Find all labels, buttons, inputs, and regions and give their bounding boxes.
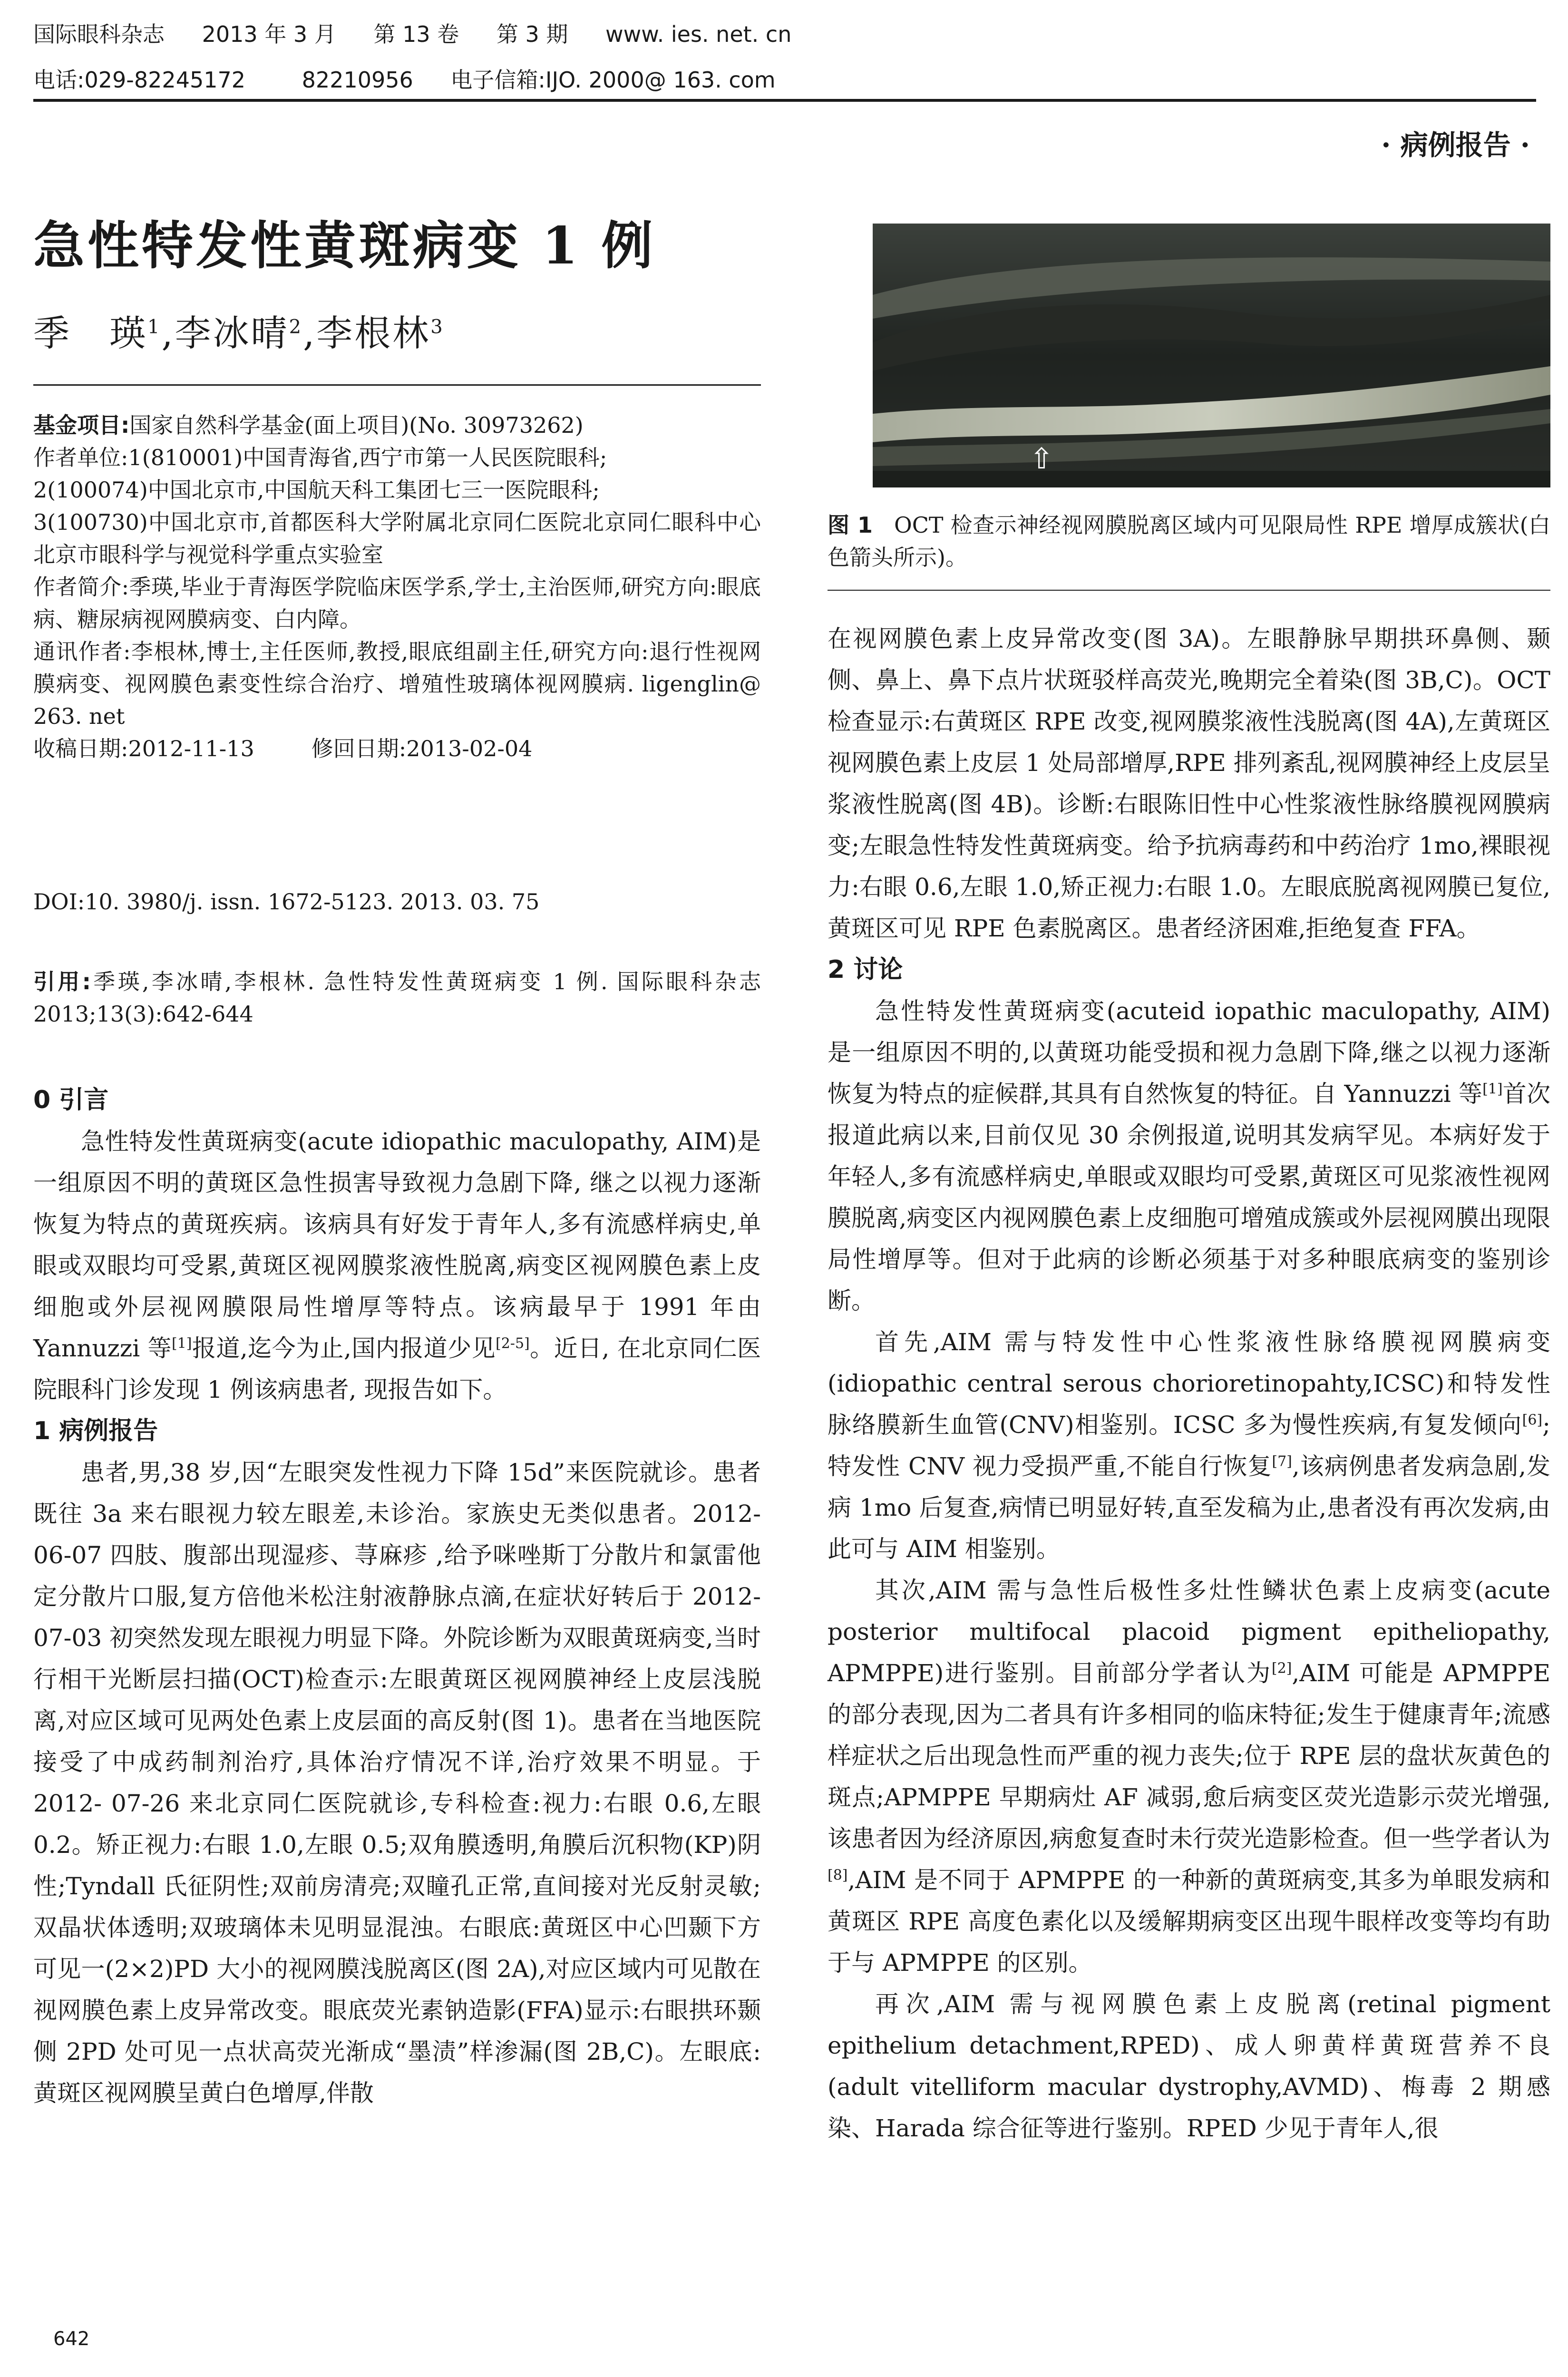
- figure-1-label: 图 1: [828, 512, 873, 538]
- figure-1-caption-text: OCT 检查示神经视网膜脱离区域内可见限局性 RPE 增厚成簇状(白色箭头所示)。: [828, 512, 1550, 570]
- figure-1-oct-image: [873, 224, 1550, 487]
- ref-2-5[interactable]: [2-5]: [496, 1335, 530, 1352]
- author1-affil: 1: [147, 316, 162, 338]
- discussion-paragraph-3: [828, 1570, 1550, 1984]
- heading-case-report: 1 病例报告: [33, 1417, 158, 1445]
- discussion-paragraph-2: [828, 1322, 1550, 1570]
- heading-introduction: 0 引言: [33, 1086, 109, 1114]
- journal-header-line2: [33, 66, 806, 94]
- ref-2[interactable]: [2]: [1271, 1660, 1292, 1677]
- discussion-3-text-b: ,AIM 可能是 APMPPE 的部分表现,因为二者具有许多相同的临床特征;发生于健康青年;流感样症状之后出现急性而严重的视力丧失;位于 RPE 层的盘状灰黄色的斑点;APMPPE 早期病灶 AF 减弱,愈后病变区荧光造影示荧光增强,该患者因为经济原因,病愈复查时未行荧光造影检查。但一些学者认为: [828, 1659, 1550, 1852]
- page-number: 642: [53, 2328, 90, 2350]
- issue-date: 2013 年 3 月: [202, 21, 336, 47]
- ref-8[interactable]: [8]: [828, 1867, 848, 1884]
- case-continued-paragraph: 在视网膜色素上皮异常改变(图 3A)。左眼静脉早期拱环鼻侧、颞侧、鼻上、鼻下点片状斑驳样高荧光,晚期完全着染(图 3B,C)。OCT 检查显示:右黄斑区 RPE 改变,视网膜浆液性浅脱离(图 4A),左黄斑区视网膜色素上皮层 1 处局部增厚,RPE 排列紊乱,视网膜神经上皮层呈浆液性脱离(图 4B)。诊断:右眼陈旧性中心性浆液性脉络膜视网膜病变;左眼急性特发性黄斑病变。给予抗病毒药和中药治疗 1mo,裸眼视力:右眼 0.6,左眼 1.0,矫正视力:右眼 1.0。左眼底脱离视网膜已复位,黄斑区可见 RPE 色素脱离区。患者经济困难,拒绝复查 FFA。: [828, 625, 1550, 942]
- unit-line-3: 3(100730)中国北京市,首都医科大学附属北京同仁医院北京同仁眼科中心 北京市眼科学与视觉科学重点实验室: [33, 509, 761, 567]
- unit-line-1: 作者单位:1(810001)中国青海省,西宁市第一人民医院眼科;: [33, 445, 607, 470]
- revised-date: 修回日期:2013-02-04: [311, 736, 533, 761]
- discussion-2-text-c: ,该病例患者发病急剧,发病 1mo 后复查,病情已明显好转,直至发稿为止,患者没有再次发病,由此可与 AIM 相鉴别。: [828, 1452, 1550, 1563]
- ref-1-discussion[interactable]: [1]: [1482, 1081, 1503, 1098]
- fund-line: [33, 409, 761, 441]
- citation-block: [33, 965, 761, 1030]
- title-rule: [33, 384, 761, 386]
- intro-text-b: 报道,迄今为止,国内报道少见: [192, 1335, 496, 1362]
- journal-website[interactable]: www. ies. net. cn: [605, 21, 792, 47]
- fund-text: 国家自然科学基金(面上项目)(No. 30973262): [129, 412, 584, 438]
- author-li-genlin: ,李根林: [303, 312, 431, 354]
- discussion-2-text-a: 首先,AIM 需与特发性中心性浆液性脉络膜视网膜病变(idiopathic central serous chorioretinopahty,ICSC)和特发性脉络膜新生血管(CNV)相鉴别。ICSC 多为慢性疾病,有复发倾向: [828, 1328, 1550, 1439]
- discussion-3-text-c: ,AIM 是不同于 APMPPE 的一种新的黄斑病变,其多为单眼发病和黄斑区 RPE 高度色素化以及缓解期病变区出现牛眼样改变等均有助于与 APMPPE 的区别。: [828, 1866, 1550, 1977]
- issue-number: 第 3 期: [496, 21, 568, 47]
- caption-rule: [828, 590, 1550, 591]
- doi[interactable]: DOI:10. 3980/j. issn. 1672-5123. 2013. 03. 75: [33, 889, 540, 915]
- discussion-2-text-b: ;特发性 CNV 视力受损严重,不能自行恢复: [828, 1411, 1550, 1480]
- case-paragraph: 患者,男,38 岁,因“左眼突发性视力下降 15d”来医院就诊。患者既往 3a 来右眼视力较左眼差,未诊治。家族史无类似患者。2012-06-07 四肢、腹部出现湿疹、荨麻疹 ,给予咪唑斯丁分散片和氯雷他定分散片口服,复方倍他米松注射液静脉点滴,在症状好转后于 2012-07-03 初突然发现左眼视力明显下降。外院诊断为双眼黄斑病变,当时行相干光断层扫描(OCT)检查示:左眼黄斑区视网膜神经上皮层浅脱离,对应区域可见两处色素上皮层面的高反射(图 1)。患者在当地医院接受了中成药制剂治疗,具体治疗情况不详,治疗效果不明显。于 2012- 07-26 来北京同仁医院就诊,专科检查:视力:右眼 0.6,左眼 0.2。矫正视力:右眼 1.0,左眼 0.5;双角膜透明,角膜后沉积物(KP)阴性;Tyndall 氏征阴性;双前房清亮;双瞳孔正常,直间接对光反射灵敏;双晶状体透明;双玻璃体未见明显混浊。右眼底:黄斑区中心凹颞下方可见一(2×2)PD 大小的视网膜浅脱离区(图 2A),对应区域内可见散在视网膜色素上皮异常改变。眼底荧光素钠造影(FFA)显示:右眼拱环颞侧 2PD 处可见一点状高荧光渐成“墨渍”样渗漏(图 2B,C)。左眼底:黄斑区视网膜呈黄白色增厚,伴散: [33, 1459, 761, 2107]
- author-li-bingqing: ,李冰晴: [161, 312, 289, 354]
- discussion-3-text-a: 其次,AIM 需与急性后极性多灶性鳞状色素上皮病变(acute posterior multifocal placoid pigment epitheliopathy, APMPPE)进行鉴别。目前部分学者认为: [828, 1577, 1550, 1687]
- ref-6[interactable]: [6]: [1522, 1412, 1543, 1429]
- intro-text-a: 急性特发性黄斑病变(acute idiopathic maculopathy, AIM)是一组原因不明的黄斑区急性损害导致视力急剧下降, 继之以视力逐渐恢复为特点的黄斑疾病。该病具有好发于青年人,多有流感样病史,单眼或双眼均可受累,黄斑区视网膜浆液性脱离,病变区视网膜色素上皮细胞或外层视网膜限局性增厚等特点。该病最早于 1991 年由 Yannuzzi 等: [33, 1128, 761, 1362]
- unit-line-2: 2(100074)中国北京市,中国航天科工集团七三一医院眼科;: [33, 477, 600, 503]
- author3-affil: 3: [430, 316, 445, 338]
- author-ji-ying: 季 瑛: [33, 312, 147, 354]
- cite-text: 季瑛,李冰晴,李根林. 急性特发性黄斑病变 1 例. 国际眼科杂志 2013;13(3):642-644: [33, 969, 761, 1027]
- phone2: 82210956: [302, 67, 413, 93]
- oct-scan-graphic: [873, 224, 1550, 487]
- section-tag: · 病例报告 ·: [1381, 129, 1530, 161]
- discussion-1-text-b: 首次报道此病以来,目前仅见 30 余例报道,说明其发病罕见。本病好发于年轻人,多有流感样病史,单眼或双眼均可受累,黄斑区可见浆液性视网膜脱离,病变区内视网膜色素上皮细胞可增殖成簇或外层视网膜出现限局性增厚等。但对于此病的诊断必须基于对多种眼底病变的鉴别诊断。: [828, 1080, 1550, 1315]
- discussion-paragraph-4: 再次,AIM 需与视网膜色素上皮脱离(retinal pigment epithelium detachment,RPED)、成人卵黄样黄斑营养不良(adult vitelliform macular dystrophy,AVMD)、梅毒 2 期感染、Harada 综合征等进行鉴别。RPED 少见于青年人,很: [828, 1990, 1550, 2142]
- doi-block: [33, 886, 761, 918]
- discussion-1-text-a: 急性特发性黄斑病变(acuteid iopathic maculopathy, AIM)是一组原因不明的,以黄斑功能受损和视力急剧下降,继之以视力逐渐恢复为特点的症候群,其具有自然恢复的特征。自 Yannuzzi 等: [828, 997, 1550, 1108]
- heading-discussion: 2 讨论: [828, 955, 903, 984]
- article-title: 急性特发性黄斑病变 1 例: [33, 216, 656, 276]
- volume: 第 13 卷: [373, 21, 459, 47]
- corresponding-author: 通讯作者:李根林,博士,主任医师,教授,眼底组副主任,研究方向:退行性视网膜病变、视网膜色素变性综合治疗、增殖性玻璃体视网膜病. ligenglin@ 263. net: [33, 639, 761, 729]
- journal-header-line1: [33, 20, 822, 49]
- journal-name: 国际眼科杂志: [33, 21, 165, 47]
- received-date: 收稿日期:2012-11-13: [33, 736, 254, 761]
- intro-paragraph: [33, 1121, 761, 1411]
- journal-email[interactable]: 电子信箱:IJO. 2000@ 163. com: [450, 67, 776, 93]
- discussion-paragraph-1: [828, 991, 1550, 1322]
- right-column: [828, 618, 1550, 2149]
- phone: 电话:029-82245172: [33, 67, 246, 93]
- metadata-block: [33, 409, 761, 765]
- author-bio: 作者简介:季瑛,毕业于青海医学院临床医学系,学士,主治医师,研究方向:眼底病、糖尿病视网膜病变、白内障。: [33, 574, 761, 632]
- ref-1[interactable]: [1]: [172, 1335, 192, 1352]
- dates-line: [33, 732, 761, 765]
- figure-1-caption: [828, 509, 1550, 574]
- author2-affil: 2: [289, 316, 303, 338]
- intro-text-c: 。近日, 在北京同仁医院眼科门诊发现 1 例该病患者, 现报告如下。: [33, 1335, 761, 1403]
- white-arrow-icon: ⇧: [1030, 442, 1054, 476]
- left-column: [33, 1080, 761, 2114]
- author-line: [33, 304, 445, 356]
- header-rule: [33, 99, 1536, 102]
- citation: [33, 965, 761, 1030]
- ref-7[interactable]: [7]: [1272, 1453, 1292, 1470]
- cite-label: 引用:: [33, 969, 91, 994]
- fund-label: 基金项目:: [33, 412, 130, 438]
